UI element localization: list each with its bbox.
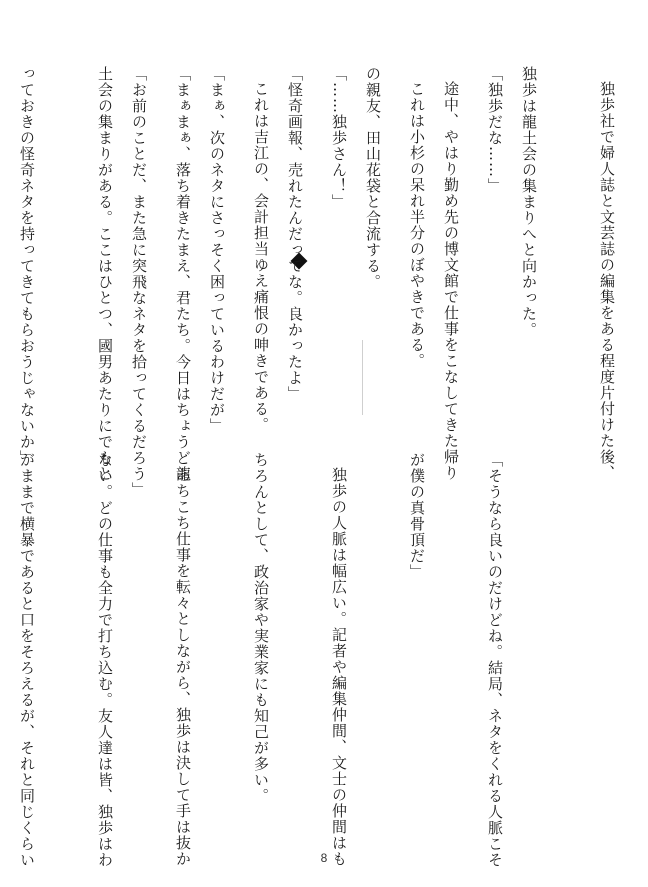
page-number: 8 <box>320 851 328 865</box>
text-line: が僕の真骨頂だ」 <box>408 452 426 580</box>
text-line: 「そうなら良いのだけどね。結局、ネタをくれる人脈こそ <box>486 452 504 868</box>
text-line: 土会の集まりがある。ここはひとつ、國男あたりにでもと <box>96 66 114 482</box>
text-line: 「まぁまぁ、落ち着きたまえ、君たち。今日はちょうど龍 <box>174 66 192 482</box>
text-block-top-left <box>100 66 648 498</box>
text-line: 「独歩だな……」 <box>486 66 504 194</box>
text-line: これは吉江の、会計担当ゆえ痛恨の呻きである。 <box>252 81 270 433</box>
text-line: これは小杉の呆れ半分のぼやきである。 <box>408 81 426 369</box>
text-line: 独歩の人脈は幅広い。記者や編集仲間、文士の仲間はも <box>330 467 348 867</box>
text-line: がままで横暴であると口をそろえるが、それと同じくらい <box>18 452 36 868</box>
text-line: 独歩は龍土会の集まりへと向かった。 <box>520 66 538 338</box>
text-line: あちこち仕事を転々としながら、独歩は決して手は抜か <box>174 467 192 867</box>
text-line: 独歩社で婦人誌と文芸誌の編集をある程度片付けた後、 <box>598 81 616 481</box>
text-line: 「お前のことだ、また急に突飛なネタを拾ってくるだろう」 <box>130 66 148 498</box>
text-line: ない。どの仕事も全力で打ち込む。友人達は皆、独歩はわ <box>96 452 114 868</box>
text-block-bottom <box>0 452 560 868</box>
text-line: 「……独歩さん！」 <box>330 66 348 210</box>
text-line: 「怪奇画報、売れたんだってな。良かったよ」 <box>286 66 304 402</box>
text-line: 「まぁ、次のネタにさっそく困っているわけだが」 <box>208 66 226 434</box>
text-line: 途中、やはり勤め先の博文館で仕事をこなしてきた帰り <box>442 81 460 481</box>
text-line: ちろんとして、政治家や実業家にも知己が多い。 <box>252 452 270 804</box>
text-line: の親友、田山花袋と合流する。 <box>364 66 382 290</box>
text-line: っておきの怪奇ネタを持ってきてもらおうじゃないか」 <box>18 66 36 466</box>
